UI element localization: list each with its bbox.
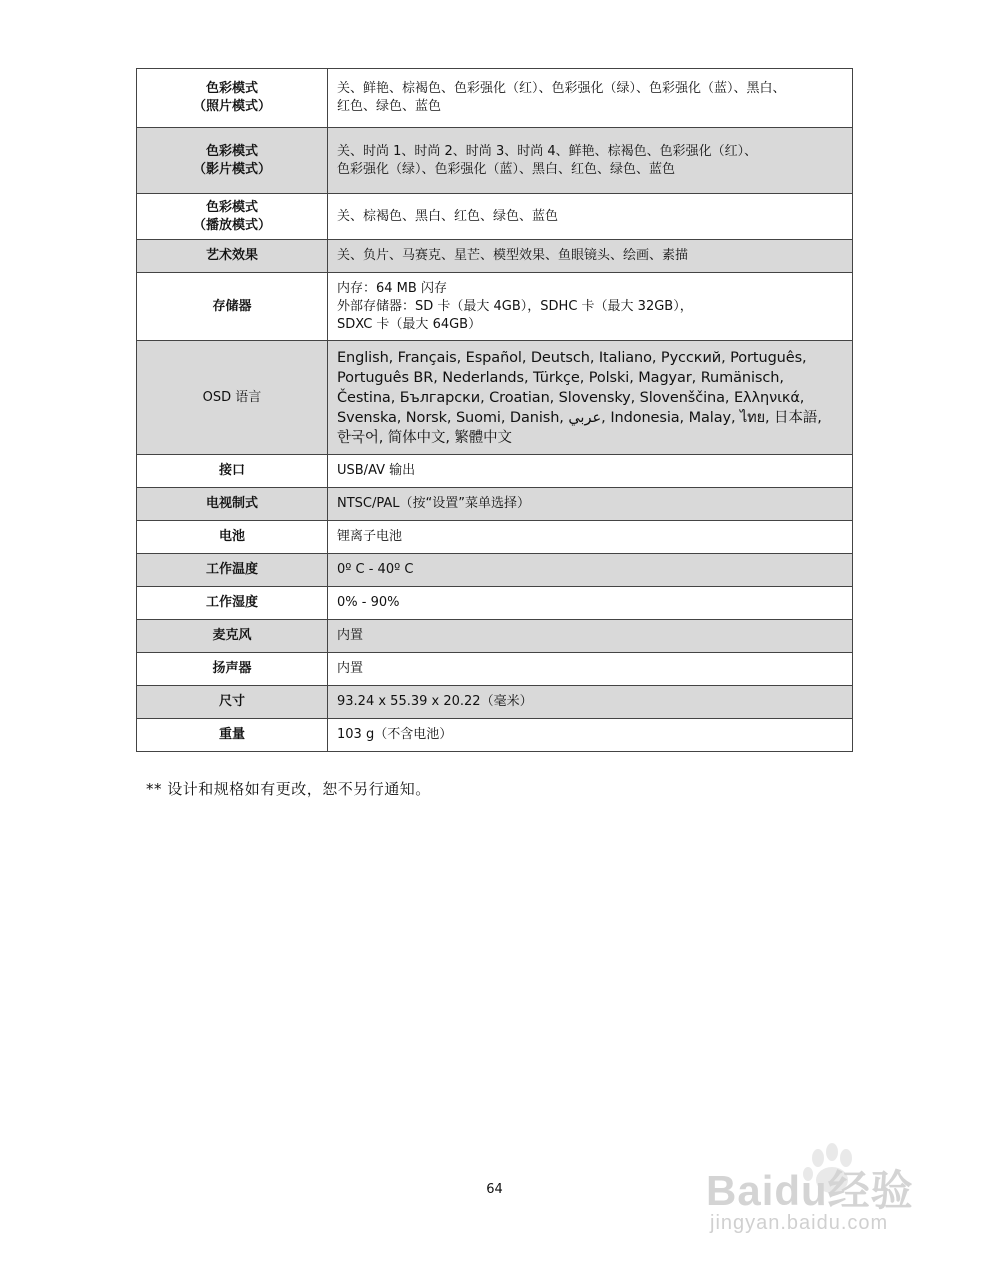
spec-value: English, Français, Español, Deutsch, Italiano, Русский, Português, Português BR, Nederlands, Türkçe, Polski, Magyar, Rumänisch, Čestina, Български, Croatian, Slovensky, Slovenščina, Ελληνικά, Svenska, Norsk, Suomi, Danish, عربي, Indonesia, Malay, ไทย, 日本語, 한국어, 简体中文, 繁體中文 — [328, 341, 853, 455]
spec-key: 艺术效果 — [137, 240, 328, 273]
spec-value: 关、棕褐色、黑白、红色、绿色、蓝色 — [328, 194, 853, 240]
spec-row-dimensions — [137, 686, 853, 719]
spec-value: 锂离子电池 — [328, 521, 853, 554]
spec-value: 内置 — [328, 653, 853, 686]
spec-key: 扬声器 — [137, 653, 328, 686]
page-number: 64 — [486, 1182, 503, 1197]
spec-key: OSD 语言 — [137, 341, 328, 455]
spec-row-tv-system — [137, 488, 853, 521]
spec-table — [136, 68, 853, 752]
watermark-url: jingyan.baidu.com — [710, 1212, 889, 1234]
spec-value: 0º C - 40º C — [328, 554, 853, 587]
spec-key: 存储器 — [137, 273, 328, 341]
spec-value: 关、鲜艳、棕褐色、色彩强化（红）、色彩强化（绿）、色彩强化（蓝）、黑白、 红色、绿色、蓝色 — [328, 69, 853, 128]
spec-key: 接口 — [137, 455, 328, 488]
spec-key: 电视制式 — [137, 488, 328, 521]
spec-row-weight — [137, 719, 853, 752]
spec-key: 色彩模式 （影片模式） — [137, 128, 328, 194]
spec-value: 关、负片、马赛克、星芒、模型效果、鱼眼镜头、绘画、素描 — [328, 240, 853, 273]
spec-value: NTSC/PAL（按“设置”菜单选择） — [328, 488, 853, 521]
spec-row-osd-language — [137, 341, 853, 455]
spec-row-operating-temperature — [137, 554, 853, 587]
watermark-brand: Baidu经验 — [706, 1167, 914, 1214]
spec-key: 电池 — [137, 521, 328, 554]
spec-row-battery — [137, 521, 853, 554]
footnote: ** 设计和规格如有更改，恕不另行通知。 — [146, 780, 431, 798]
spec-key: 重量 — [137, 719, 328, 752]
spec-key: 工作温度 — [137, 554, 328, 587]
spec-value: 0% - 90% — [328, 587, 853, 620]
spec-value: 93.24 x 55.39 x 20.22（毫米） — [328, 686, 853, 719]
spec-key: 工作湿度 — [137, 587, 328, 620]
spec-row-art-effect — [137, 240, 853, 273]
spec-row-speaker — [137, 653, 853, 686]
spec-key: 尺寸 — [137, 686, 328, 719]
spec-key: 色彩模式 （照片模式） — [137, 69, 328, 128]
spec-key: 色彩模式 （播放模式） — [137, 194, 328, 240]
spec-row-color-mode-playback — [137, 194, 853, 240]
spec-row-interface — [137, 455, 853, 488]
spec-value: 关、时尚 1、时尚 2、时尚 3、时尚 4、鲜艳、棕褐色、色彩强化（红）、 色彩强化（绿）、色彩强化（蓝）、黑白、红色、绿色、蓝色 — [328, 128, 853, 194]
spec-row-storage — [137, 273, 853, 341]
spec-key: 麦克风 — [137, 620, 328, 653]
spec-row-operating-humidity — [137, 587, 853, 620]
spec-value: 内置 — [328, 620, 853, 653]
spec-row-microphone — [137, 620, 853, 653]
spec-row-color-mode-movie — [137, 128, 853, 194]
spec-row-color-mode-photo — [137, 69, 853, 128]
spec-value: USB/AV 输出 — [328, 455, 853, 488]
spec-value: 103 g（不含电池） — [328, 719, 853, 752]
spec-value: 内存：64 MB 闪存 外部存储器：SD 卡（最大 4GB），SDHC 卡（最大 32GB）， SDXC 卡（最大 64GB） — [328, 273, 853, 341]
